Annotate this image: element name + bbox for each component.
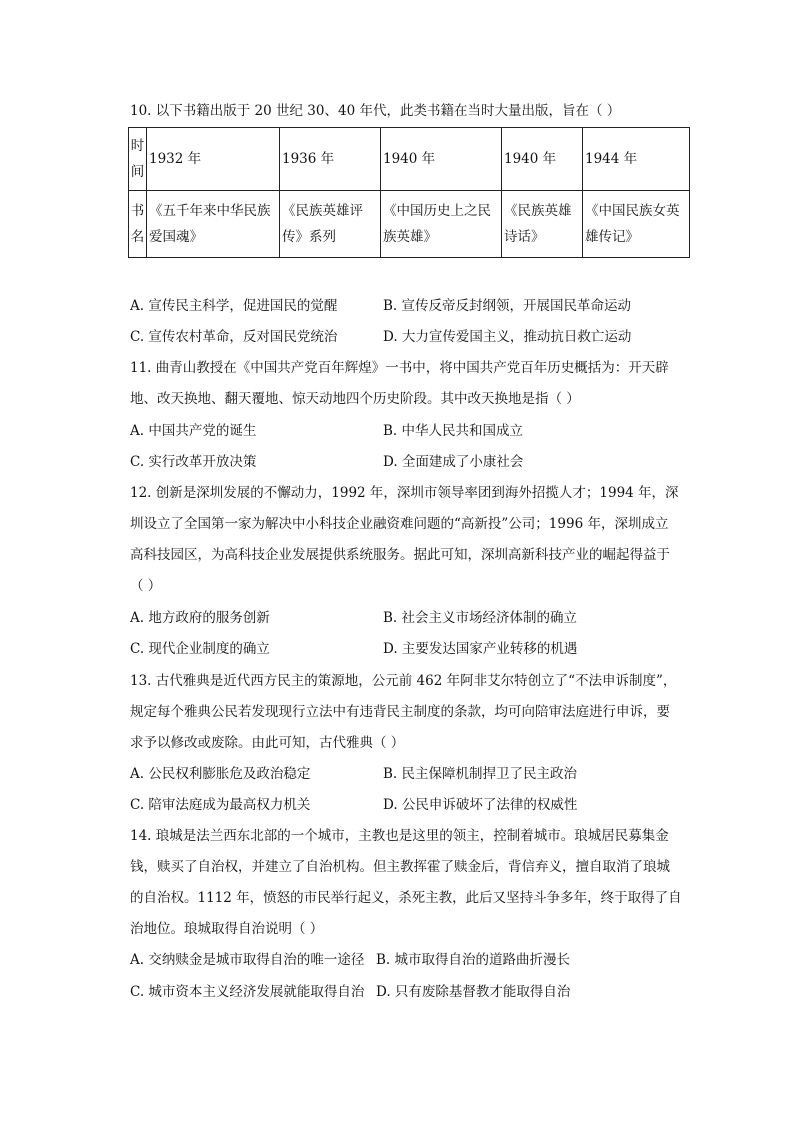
row-header-time: 时 间 bbox=[129, 128, 147, 191]
q14-option-c[interactable]: C. 城市资本主义经济发展就能取得自治 bbox=[130, 984, 365, 1000]
q12-option-d[interactable]: D. 主要发达国家产业转移的机遇 bbox=[383, 641, 578, 657]
book-cell: 《民族英雄 诗话》 bbox=[502, 191, 583, 258]
q12-stem-line: （ ） bbox=[130, 578, 162, 594]
year-cell: 1936 年 bbox=[280, 128, 381, 191]
year-cell: 1944 年 bbox=[583, 128, 690, 191]
q14-option-d[interactable]: D. 只有废除基督教才能取得自治 bbox=[376, 984, 571, 1000]
q10-option-a[interactable]: A. 宣传民主科学，促进国民的觉醒 bbox=[130, 298, 338, 314]
q10-option-c[interactable]: C. 宣传农村革命，反对国民党统治 bbox=[130, 329, 338, 345]
q13-stem-line: 求予以修改或废除。由此可知，古代雅典（ ） bbox=[130, 735, 405, 751]
year-cell: 1932 年 bbox=[147, 128, 280, 191]
q11-stem-line: 地、改天换地、翻天覆地、惊天动地四个历史阶段。其中改天换地是指（ ） bbox=[130, 391, 580, 407]
q13-option-d[interactable]: D. 公民申诉破坏了法律的权威性 bbox=[383, 797, 578, 813]
q14-stem-line: 的自治权。1112 年，愤怒的市民举行起义，杀死主教，此后又坚持斗争多年，终于取得了自 bbox=[130, 890, 682, 906]
q12-option-c[interactable]: C. 现代企业制度的确立 bbox=[130, 641, 270, 657]
q14-option-b[interactable]: B. 城市取得自治的道路曲折漫长 bbox=[376, 952, 571, 968]
book-cell: 《中国民族女英 雄传记》 bbox=[583, 191, 690, 258]
q14-stem-line: 治地位。琅城取得自治说明（ ） bbox=[130, 921, 324, 937]
q12-stem-line: 12. 创新是深圳发展的不懈动力，1992 年，深圳市领导率团到海外招揽人才；1994 年，深 bbox=[130, 485, 679, 501]
q11-option-a[interactable]: A. 中国共产党的诞生 bbox=[130, 423, 257, 439]
q11-option-c[interactable]: C. 实行改革开放决策 bbox=[130, 454, 257, 470]
q14-stem-line: 14. 琅城是法兰西东北部的一个城市，主教也是这里的领主，控制着城市。琅城居民募集金 bbox=[130, 828, 669, 844]
q10-option-b[interactable]: B. 宣传反帝反封纲领，开展国民革命运动 bbox=[383, 298, 632, 314]
q13-option-b[interactable]: B. 民主保障机制捍卫了民主政治 bbox=[383, 766, 578, 782]
q14-stem-line: 钱，赎买了自治权，并建立了自治机构。但主教挥霍了赎金后，背信弃义，擅自取消了琅城 bbox=[130, 859, 670, 875]
year-cell: 1940 年 bbox=[502, 128, 583, 191]
table-row-books bbox=[129, 191, 690, 258]
q10-table bbox=[128, 127, 690, 258]
q12-stem-line: 高科技园区，为高科技企业发展提供系统服务。据此可知，深圳高新科技产业的崛起得益于 bbox=[130, 547, 670, 563]
book-cell: 《中国历史上之民 族英雄》 bbox=[381, 191, 502, 258]
book-cell: 《民族英雄评 传》系列 bbox=[280, 191, 381, 258]
q13-option-a[interactable]: A. 公民权利膨胀危及政治稳定 bbox=[130, 766, 311, 782]
q12-stem-line: 圳设立了全国第一家为解决中小科技企业融资难问题的“高新投”公司；1996 年，深圳成立 bbox=[130, 516, 669, 532]
q14-option-a[interactable]: A. 交纳赎金是城市取得自治的唯一途径 bbox=[130, 952, 365, 968]
q11-option-d[interactable]: D. 全面建成了小康社会 bbox=[383, 454, 524, 470]
q11-stem-line: 11. 曲青山教授在《中国共产党百年辉煌》一书中，将中国共产党百年历史概括为：开天辟 bbox=[130, 360, 669, 376]
q10-stem: 10. 以下书籍出版于 20 世纪 30、40 年代，此类书籍在当时大量出版，旨在（ ） bbox=[130, 103, 621, 119]
q13-stem-line: 规定每个雅典公民若发现现行立法中有违背民主制度的条款，均可向陪审法庭进行申诉，要 bbox=[130, 704, 670, 720]
q12-option-b[interactable]: B. 社会主义市场经济体制的确立 bbox=[383, 610, 578, 626]
year-cell: 1940 年 bbox=[381, 128, 502, 191]
book-cell: 《五千年来中华民族 爱国魂》 bbox=[147, 191, 280, 258]
q13-option-c[interactable]: C. 陪审法庭成为最高权力机关 bbox=[130, 797, 311, 813]
row-header-title: 书 名 bbox=[129, 191, 147, 258]
q11-option-b[interactable]: B. 中华人民共和国成立 bbox=[383, 423, 524, 439]
q10-option-d[interactable]: D. 大力宣传爱国主义，推动抗日救亡运动 bbox=[383, 329, 632, 345]
q12-option-a[interactable]: A. 地方政府的服务创新 bbox=[130, 610, 270, 626]
table-row-years bbox=[129, 128, 690, 191]
q13-stem-line: 13. 古代雅典是近代西方民主的策源地，公元前 462 年阿非艾尔特创立了“不法申诉制度”， bbox=[130, 673, 677, 689]
